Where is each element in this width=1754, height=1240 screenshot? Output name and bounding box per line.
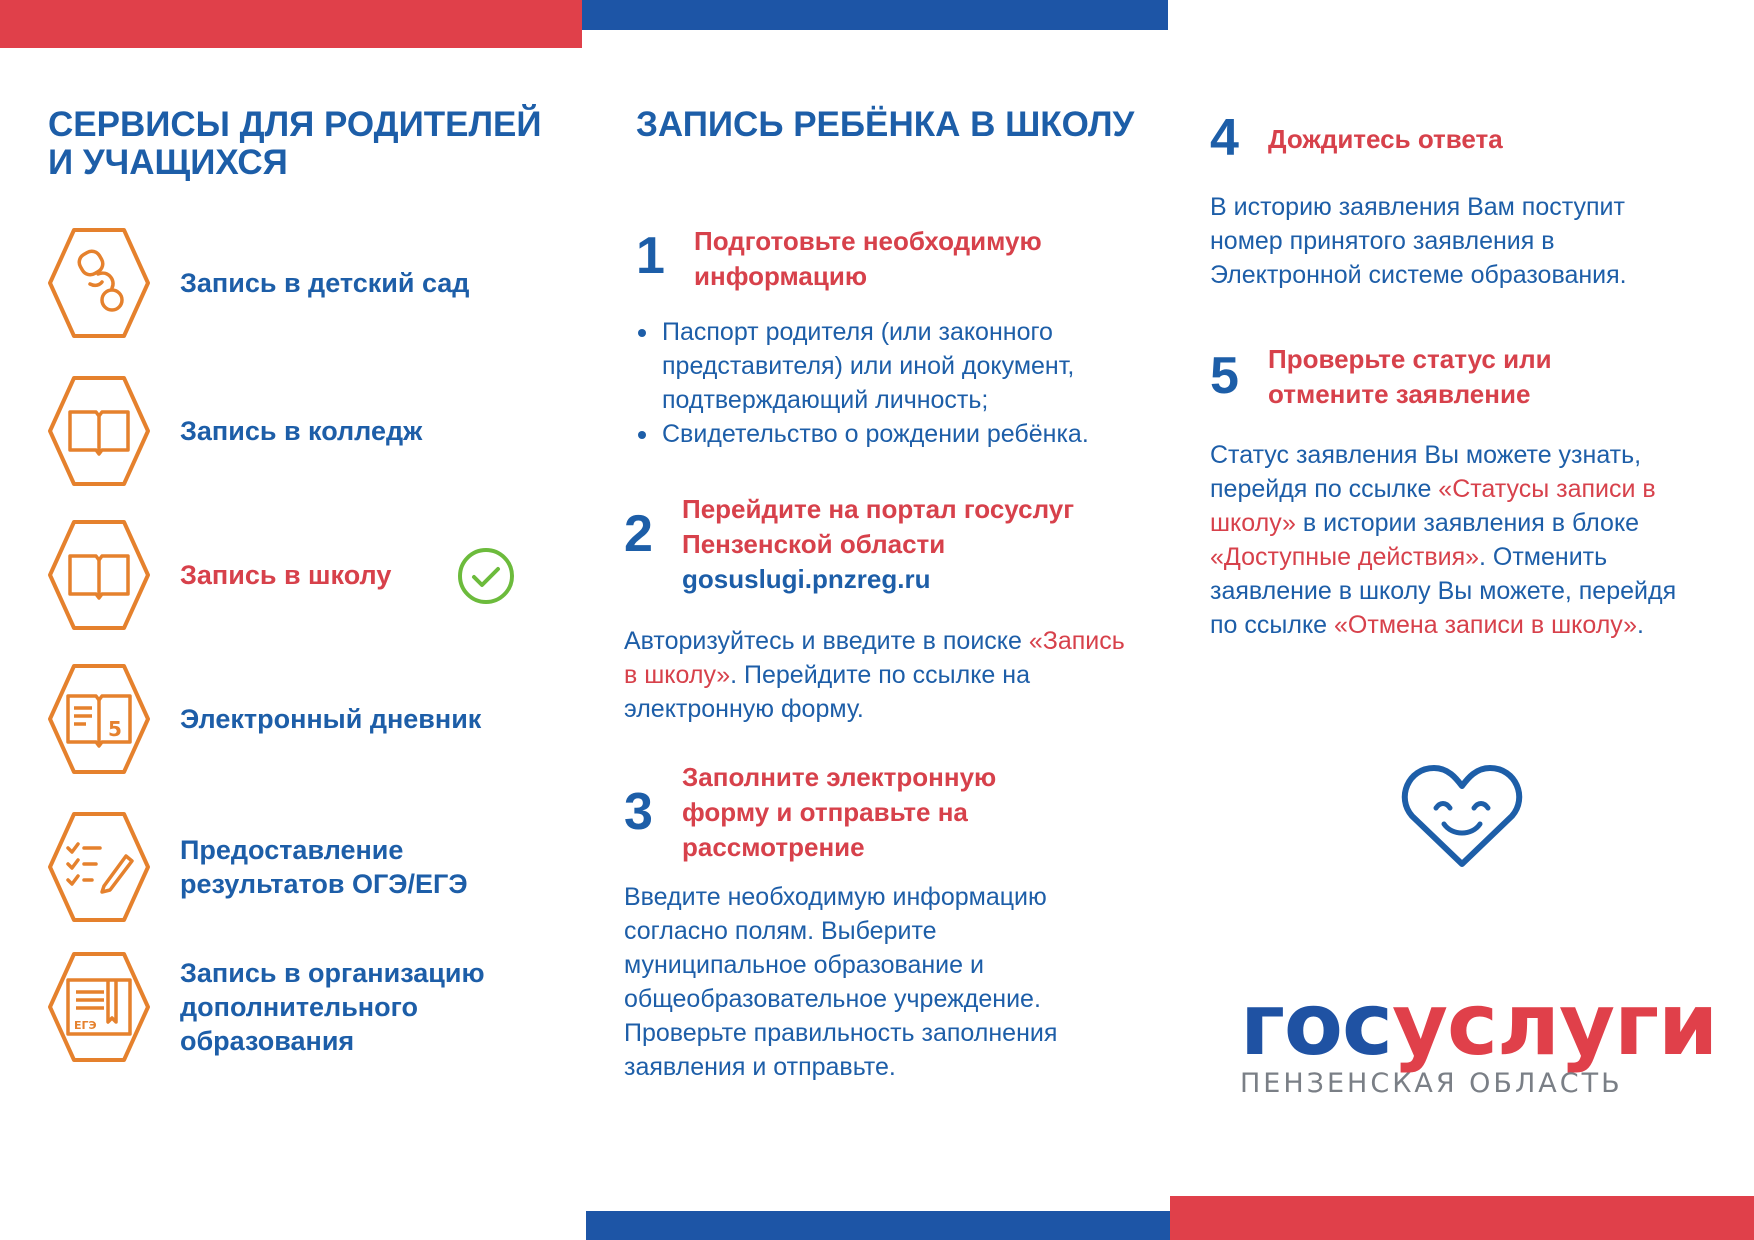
bottom-middle-blue-bar (586, 1211, 1170, 1240)
step-description: Введите необходимую информацию согласно полям. Выберите муниципальное образование и общеобразовательное учреждение. Проверьте правильность заполнения заявления и отправьте. (624, 883, 1058, 1081)
step-number: 5 (1210, 347, 1239, 405)
step-text: Статус заявления Вы можете узнать, перейдя по ссылке (1210, 441, 1642, 503)
diary-icon (46, 662, 152, 776)
step-heading: Заполните электронную форму и отправьте на рассмотрение (682, 762, 997, 862)
service-label: Запись в детский сад (180, 268, 470, 298)
certificate-icon (46, 950, 152, 1064)
checklist-pencil-icon (46, 810, 152, 924)
step-text: . Отменить заявление в школу Вы можете, перейдя по ссылке (1210, 543, 1677, 639)
check-circle-icon (456, 546, 516, 606)
bottom-right-red-bar (1170, 1196, 1754, 1240)
logo-region: ПЕНЗЕНСКАЯ ОБЛАСТЬ (1240, 1068, 1623, 1099)
logo-part-gos: гос (1240, 975, 1392, 1075)
step-description: В историю заявления Вам поступит номер принятого заявления в Электронной системе образования. (1210, 193, 1627, 289)
step-text: . (1636, 611, 1644, 639)
service-label: Запись в школу (180, 560, 392, 590)
list-item: Паспорт родителя (или законного представителя) или иной документ, подтверждающий личность; (636, 315, 1156, 417)
pacifier-icon (46, 226, 152, 340)
top-middle-blue-bar (582, 0, 1168, 30)
service-school[interactable] (46, 518, 586, 632)
documents-list (636, 315, 1156, 451)
service-additional-education[interactable] (46, 950, 586, 1064)
school-enrollment-title: ЗАПИСЬ РЕБЁНКА В ШКОЛУ (636, 105, 1135, 144)
service-diary[interactable] (46, 662, 586, 776)
svg-text:5: 5 (108, 717, 122, 741)
step-description (1210, 438, 1710, 642)
step-number: 4 (1210, 109, 1239, 167)
step-heading: Подготовьте необходимую информацию (694, 226, 1042, 291)
list-item: Свидетельство о рождении ребёнка. (636, 417, 1156, 451)
step-text: в истории заявления в блоке (1295, 509, 1640, 537)
smiling-heart-icon (1400, 760, 1524, 872)
step-heading-text: Перейдите на портал госуслуг Пензенской области (682, 494, 1075, 559)
services-title: СЕРВИСЫ ДЛЯ РОДИТЕЛЕЙ И УЧАЩИХСЯ (48, 105, 542, 182)
logo-part-uslugi: услуги (1392, 975, 1718, 1075)
portal-link[interactable]: gosuslugi.pnzreg.ru (682, 564, 931, 594)
step-text: Авторизуйтесь и введите в поиске (624, 627, 1029, 655)
step-description (624, 624, 1144, 726)
cancel-link[interactable]: «Отмена записи в школу» (1334, 611, 1637, 639)
book-icon (46, 374, 152, 488)
step-text: . Перейдите по ссылке на электронную форму. (624, 661, 1030, 723)
step-heading: Дождитесь ответа (1268, 124, 1503, 154)
service-label: Запись в колледж (180, 416, 423, 446)
step-number: 3 (624, 783, 653, 841)
actions-link[interactable]: «Доступные действия» (1210, 543, 1480, 571)
step-number: 1 (636, 227, 665, 285)
status-link[interactable]: «Статусы записи в школу» (1210, 475, 1656, 537)
service-exam-results[interactable] (46, 810, 586, 924)
service-college[interactable] (46, 374, 586, 488)
top-left-red-bar (0, 0, 582, 48)
step-number: 2 (624, 505, 653, 563)
svg-text:ЕГЭ: ЕГЭ (74, 1019, 97, 1032)
service-label: Электронный дневник (180, 704, 482, 734)
step-heading: Проверьте статус или отмените заявление (1268, 344, 1552, 409)
step-heading (682, 492, 1132, 597)
search-phrase: «Запись в школу» (624, 627, 1125, 689)
book-icon (46, 518, 152, 632)
service-label: Запись в организацию дополнительного образования (180, 958, 485, 1056)
service-kindergarten[interactable] (46, 226, 586, 340)
service-label: Предоставление результатов ОГЭ/ЕГЭ (180, 835, 468, 899)
gosuslugi-logo (1240, 975, 1718, 1100)
